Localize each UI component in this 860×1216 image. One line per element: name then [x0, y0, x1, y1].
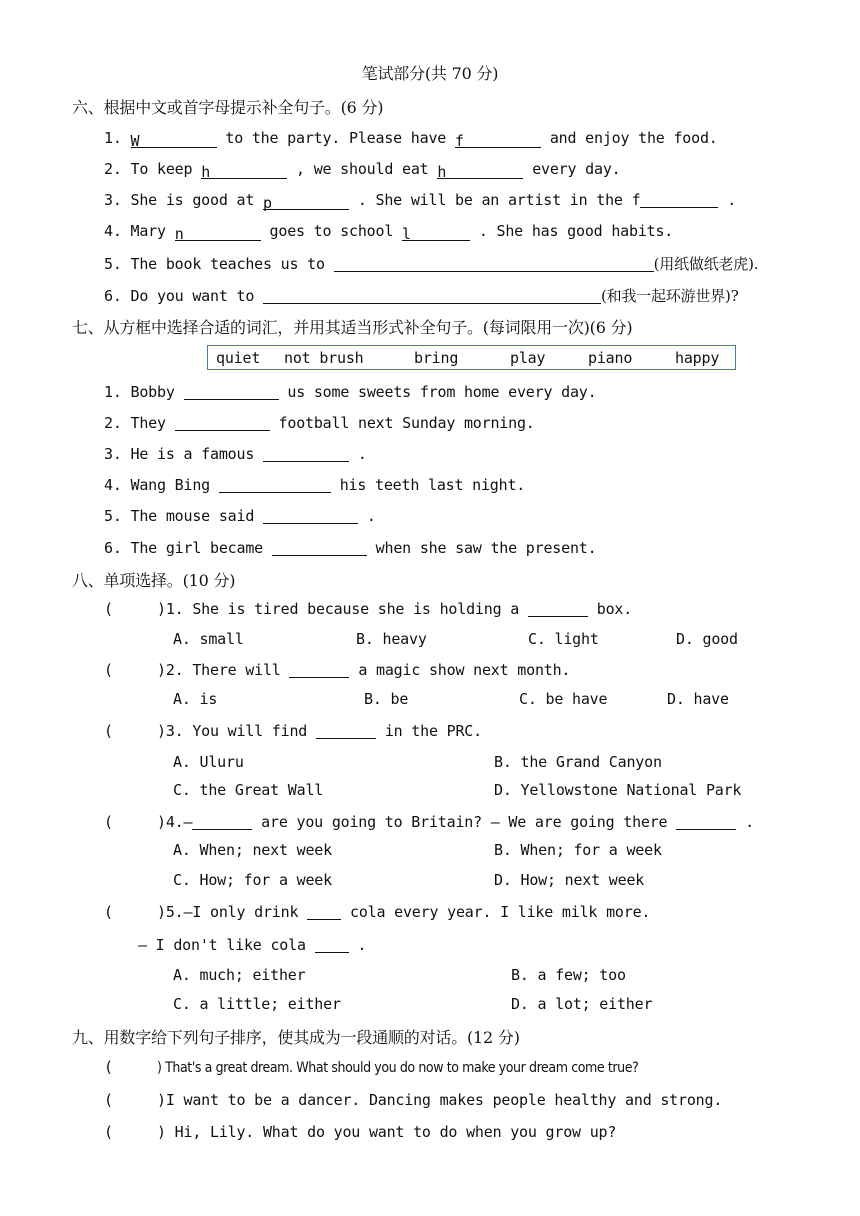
s8-question-1: ( )1. She is tired because she is holding a box. [104, 600, 633, 618]
option-b: B. a few; too [511, 966, 626, 984]
answer-blank[interactable]: p [263, 194, 349, 210]
s6-question-6: 6. Do you want to (和我一起环游世界)? [104, 287, 739, 305]
s8-question-3: ( )3. You will find in the PRC. [104, 722, 482, 740]
answer-blank [676, 814, 736, 830]
section-8-heading: 八、单项选择。(10 分) [72, 571, 236, 590]
word-bank-item: piano [588, 349, 633, 367]
answer-blank[interactable] [263, 508, 358, 524]
s6-question-1: 1. W to the party. Please have f and enjoy the food. [104, 129, 718, 150]
option-b: B. be [364, 690, 409, 708]
option-a: A. Uluru [173, 753, 244, 771]
option-c: C. the Great Wall [173, 781, 324, 799]
answer-blank[interactable] [334, 256, 654, 272]
answer-blank[interactable]: W [131, 132, 217, 148]
answer-blank[interactable]: l [402, 225, 470, 241]
word-bank-item: happy [675, 349, 720, 367]
answer-blank [289, 662, 349, 678]
answer-blank[interactable] [272, 540, 367, 556]
s7-question-3: 3. He is a famous . [104, 445, 367, 463]
answer-blank[interactable]: h [437, 163, 523, 179]
option-a: A. small [173, 630, 244, 648]
s7-question-1: 1. Bobby us some sweets from home every day. [104, 383, 597, 401]
option-c: C. a little; either [173, 995, 341, 1013]
answer-blank [315, 937, 349, 953]
option-b: B. heavy [356, 630, 427, 648]
answer-paren[interactable]: ( [104, 722, 113, 740]
s9-sentence-1: ( ) That's a great dream. What should you do now to make your dream come true? [104, 1058, 639, 1076]
s7-question-4: 4. Wang Bing his teeth last night. [104, 476, 526, 494]
option-d: D. How; next week [494, 871, 645, 889]
s6-question-5: 5. The book teaches us to (用纸做纸老虎). [104, 255, 759, 273]
option-c: C. How; for a week [173, 871, 332, 889]
s6-question-4: 4. Mary n goes to school l . She has good habits. [104, 222, 674, 243]
option-d: D. Yellowstone National Park [494, 781, 742, 799]
option-d: D. a lot; either [511, 995, 653, 1013]
option-c: C. light [528, 630, 599, 648]
s8-question-2: ( )2. There will a magic show next month. [104, 661, 571, 679]
s8-question-5-line-2: — I don't like cola . [138, 936, 367, 954]
answer-paren[interactable]: ( [104, 1091, 113, 1109]
answer-paren[interactable]: ( [104, 661, 113, 679]
option-b: B. When; for a week [494, 841, 662, 859]
section-9-heading: 九、用数字给下列句子排序，使其成为一段通顺的对话。(12 分) [72, 1028, 520, 1047]
answer-blank[interactable]: n [175, 225, 261, 241]
s7-question-2: 2. They football next Sunday morning. [104, 414, 535, 432]
answer-paren[interactable]: ( [104, 600, 113, 618]
s9-sentence-3: ( ) Hi, Lily. What do you want to do when you grow up? [104, 1123, 617, 1141]
option-b: B. the Grand Canyon [494, 753, 662, 771]
answer-blank[interactable] [184, 384, 279, 400]
answer-paren[interactable]: ( [104, 1058, 113, 1076]
option-d: D. good [676, 630, 738, 648]
answer-blank [316, 723, 376, 739]
word-bank-item: quiet [216, 349, 261, 367]
answer-blank [528, 601, 588, 617]
s6-question-3: 3. She is good at p . She will be an artist in the f . [104, 191, 737, 212]
answer-blank[interactable]: f [455, 132, 541, 148]
word-bank-item: play [510, 349, 546, 367]
section-7-heading: 七、从方框中选择合适的词汇，并用其适当形式补全句子。(每词限用一次)(6 分) [72, 318, 633, 337]
s7-question-5: 5. The mouse said . [104, 507, 376, 525]
s8-question-4: ( )4.— are you going to Britain? — We are going there . [104, 813, 754, 831]
word-bank-box [207, 345, 736, 370]
word-bank-item: bring [414, 349, 459, 367]
option-a: A. When; next week [173, 841, 332, 859]
section-6-heading: 六、根据中文或首字母提示补全句子。(6 分) [72, 98, 384, 117]
answer-blank[interactable] [219, 477, 331, 493]
s7-question-6: 6. The girl became when she saw the present. [104, 539, 597, 557]
answer-blank[interactable] [263, 288, 601, 304]
page-title: 笔试部分(共 70 分) [361, 64, 499, 83]
answer-blank[interactable] [640, 192, 718, 208]
answer-blank [307, 904, 341, 920]
answer-blank [192, 814, 252, 830]
option-d: D. have [667, 690, 729, 708]
word-bank-item: not brush [284, 349, 364, 367]
option-c: C. be have [519, 690, 608, 708]
s9-sentence-2: ( )I want to be a dancer. Dancing makes people healthy and strong. [104, 1091, 723, 1109]
answer-paren[interactable]: ( [104, 813, 113, 831]
answer-paren[interactable]: ( [104, 903, 113, 921]
s8-question-5: ( )5.—I only drink cola every year. I like milk more. [104, 903, 651, 921]
answer-paren[interactable]: ( [104, 1123, 113, 1141]
answer-blank[interactable] [175, 415, 270, 431]
s6-question-2: 2. To keep h , we should eat h every day. [104, 160, 621, 181]
answer-blank[interactable]: h [201, 163, 287, 179]
option-a: A. is [173, 690, 218, 708]
answer-blank[interactable] [263, 446, 349, 462]
option-a: A. much; either [173, 966, 306, 984]
